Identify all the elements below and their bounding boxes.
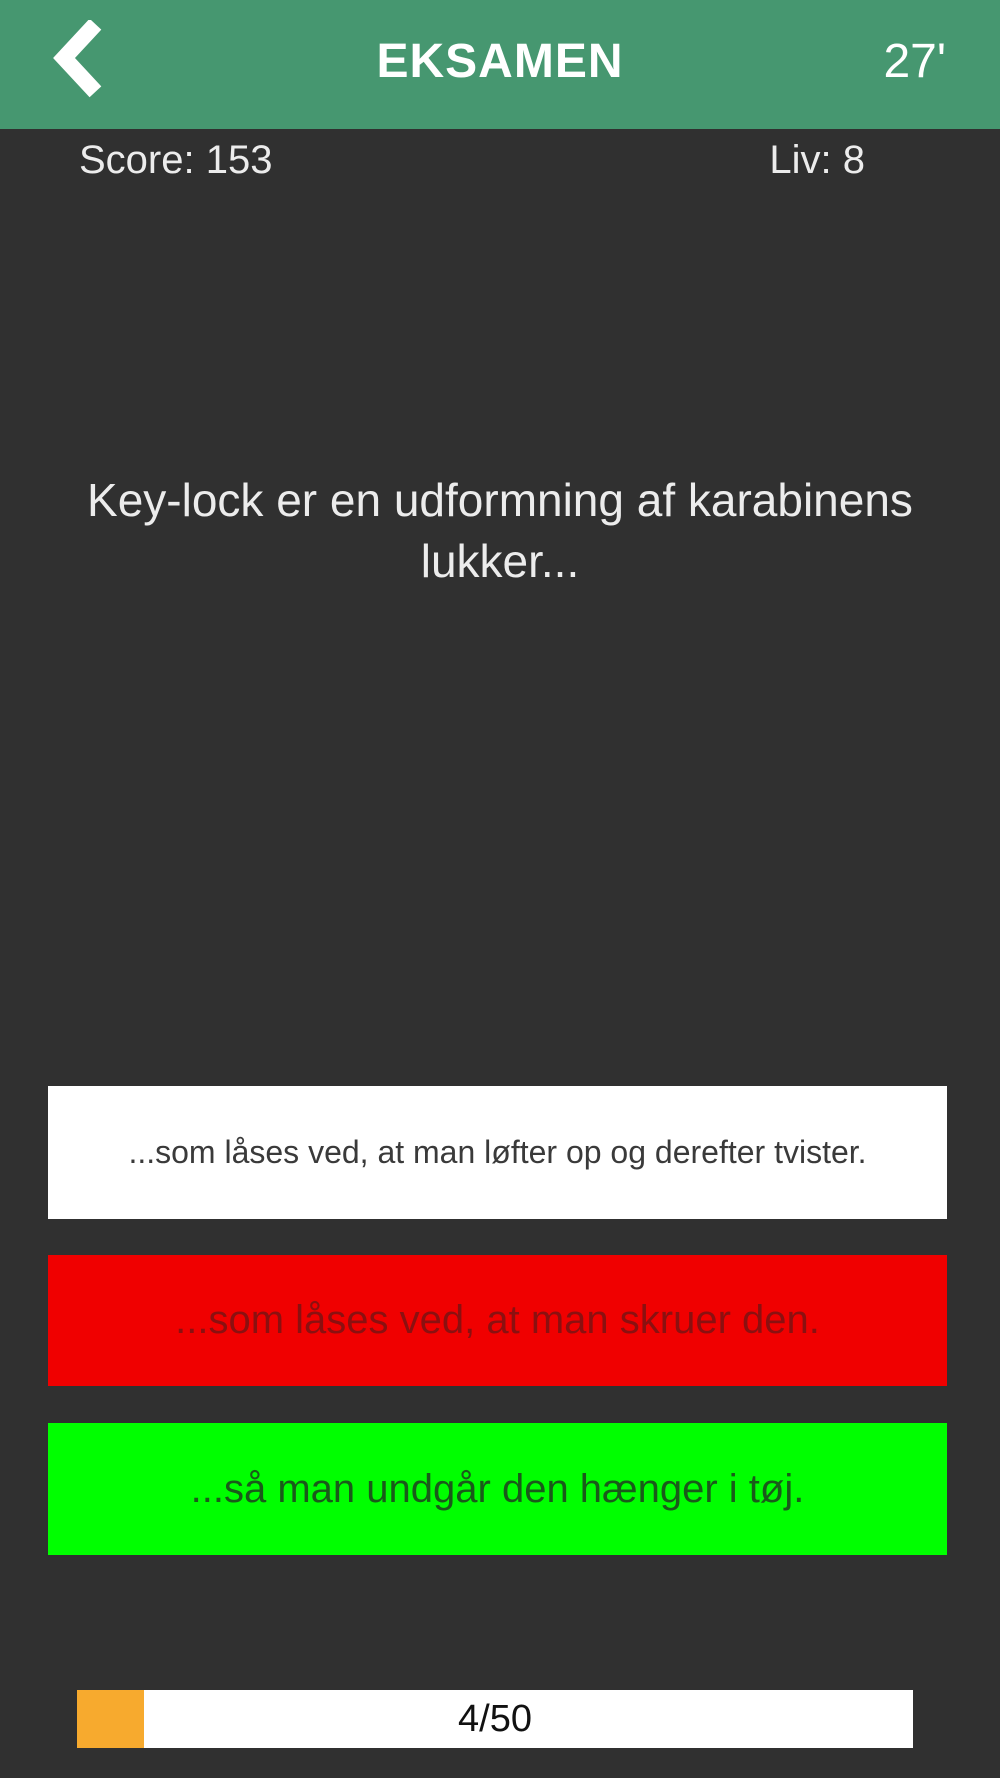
- score-label: Score: 153: [79, 138, 273, 182]
- lives-label: Liv: 8: [769, 138, 865, 182]
- timer-display: 27': [883, 35, 946, 88]
- progress-label: 4/50: [458, 1698, 532, 1740]
- question-text: Key-lock er en udformning af karabinens lukker...: [87, 474, 913, 587]
- progress-bar: [77, 1690, 913, 1748]
- answer-option-3-label: ...så man undgår den hænger i tøj.: [190, 1466, 805, 1511]
- header-bar: [0, 0, 1000, 129]
- answer-option-3[interactable]: [48, 1423, 947, 1555]
- answer-option-2-label: ...som låses ved, at man skruer den.: [175, 1298, 820, 1342]
- answer-option-2[interactable]: [48, 1255, 947, 1386]
- answer-option-1-label: ...som låses ved, at man løfter op og derefter tvister.: [128, 1134, 867, 1170]
- answer-option-1[interactable]: [48, 1086, 947, 1219]
- page-title: EKSAMEN: [376, 35, 624, 88]
